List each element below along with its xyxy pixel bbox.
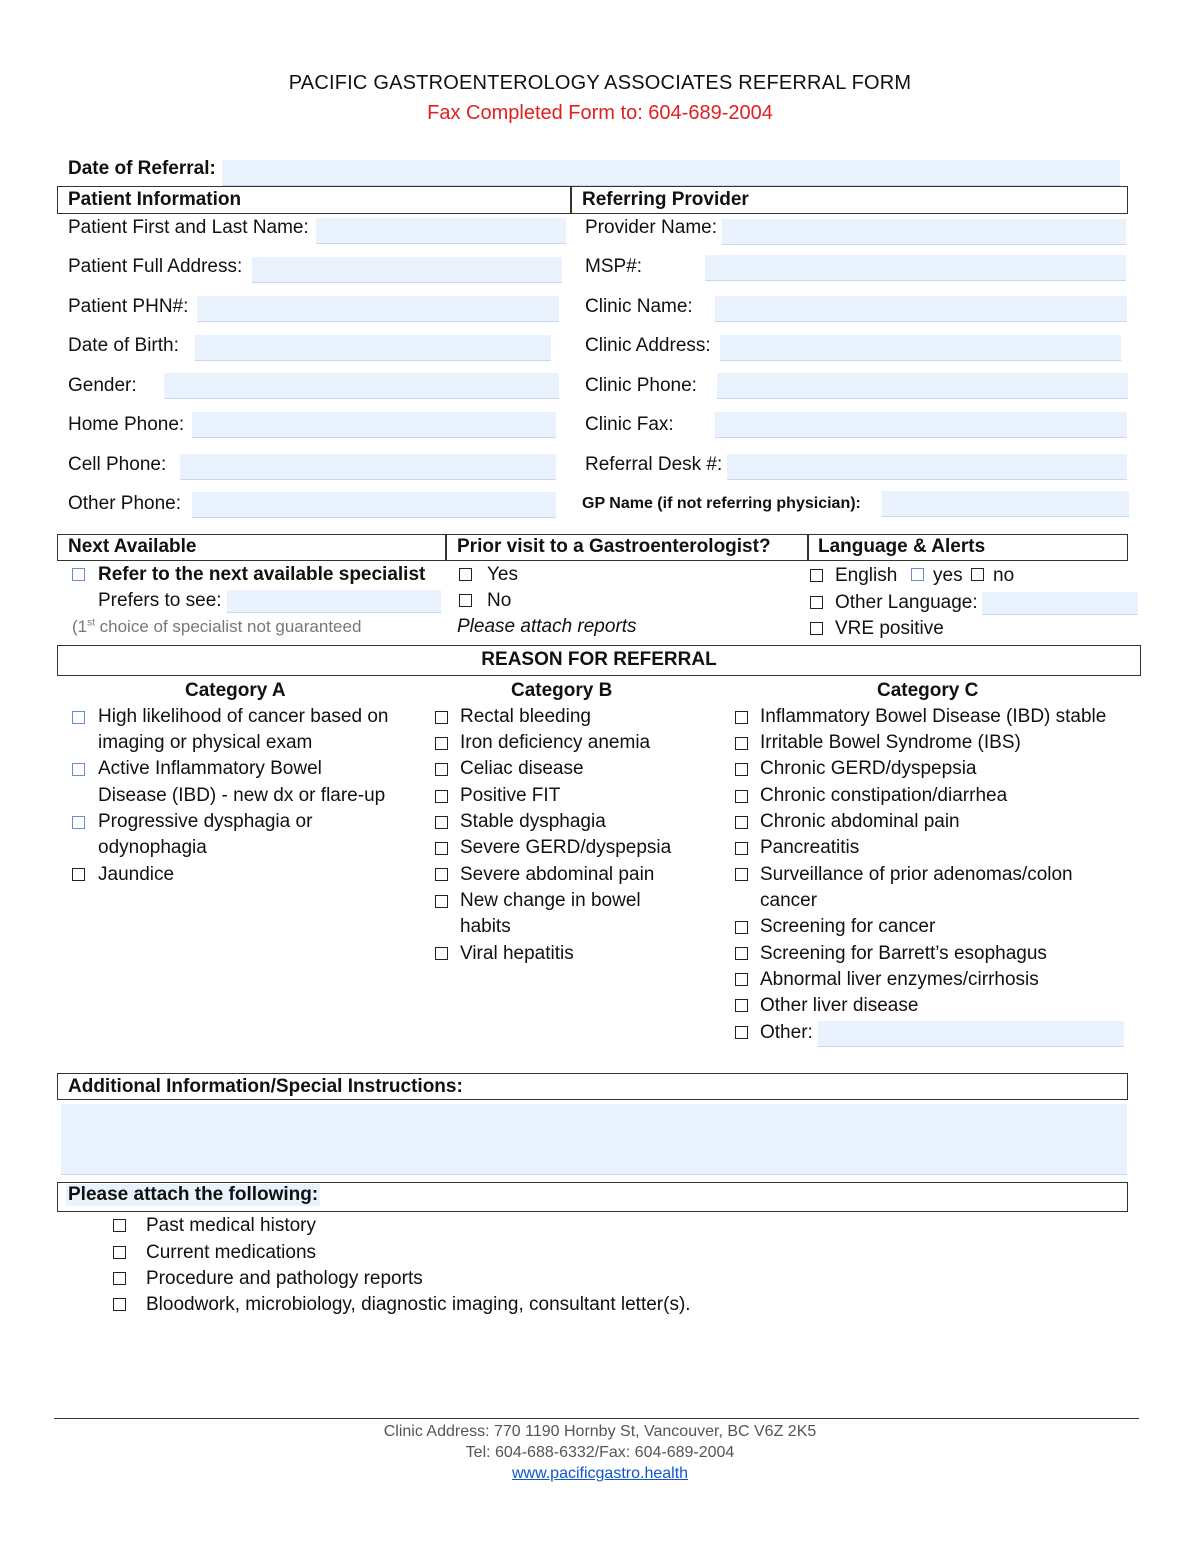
cat-a-item: Disease (IBD) - new dx or flare-up [98, 785, 386, 806]
clinic-name-label: Clinic Name: [585, 296, 693, 317]
english-yes-checkbox[interactable] [911, 568, 924, 581]
additional-info-header: Additional Information/Special Instructions: [68, 1076, 463, 1097]
cat-c-checkbox[interactable] [735, 763, 748, 776]
attach-checkbox[interactable] [113, 1298, 126, 1311]
cat-b-item: Severe GERD/dyspepsia [460, 837, 672, 858]
cat-c-checkbox[interactable] [735, 711, 748, 724]
cat-c-item: Pancreatitis [760, 837, 860, 858]
cat-c-checkbox[interactable] [735, 947, 748, 960]
category-c-title: Category C [877, 680, 979, 701]
cat-c-checkbox[interactable] [735, 737, 748, 750]
clinic-fax-label: Clinic Fax: [585, 414, 674, 435]
english-checkbox[interactable] [810, 569, 823, 582]
msp-input[interactable] [705, 255, 1126, 281]
cat-b-item: Viral hepatitis [460, 943, 574, 964]
cat-c-checkbox[interactable] [735, 816, 748, 829]
cat-c-item: Chronic constipation/diarrhea [760, 785, 1008, 806]
category-a-title: Category A [185, 680, 286, 701]
attach-checkbox[interactable] [113, 1272, 126, 1285]
provider-name-input[interactable] [722, 219, 1126, 245]
gender-input[interactable] [164, 373, 559, 399]
cat-c-item: Screening for Barrett’s esophagus [760, 943, 1047, 964]
other-language-input[interactable] [982, 592, 1138, 615]
prior-visit-no-label: No [487, 590, 512, 611]
cat-a-item: Progressive dysphagia or [98, 811, 313, 832]
footer-address: Clinic Address: 770 1190 Hornby St, Vancouver, BC V6Z 2K5 [383, 1423, 817, 1440]
cat-c-item: Other: [760, 1022, 813, 1043]
category-b-title: Category B [511, 680, 613, 701]
patient-phn-input[interactable] [197, 296, 559, 322]
cat-c-checkbox[interactable] [735, 999, 748, 1012]
cat-a-jaundice-checkbox[interactable] [72, 868, 85, 881]
vre-label: VRE positive [835, 618, 944, 639]
cat-c-checkbox[interactable] [735, 868, 748, 881]
cat-c-item: Chronic abdominal pain [760, 811, 960, 832]
next-available-label: Refer to the next available specialist [98, 564, 426, 585]
cat-c-item: Inflammatory Bowel Disease (IBD) stable [760, 706, 1107, 727]
cat-c-other-input[interactable] [818, 1021, 1124, 1047]
other-phone-input[interactable] [192, 492, 556, 518]
specialist-note: (1st choice of specialist not guaranteed [72, 617, 362, 636]
cat-c-item: Other liver disease [760, 995, 919, 1016]
english-no-checkbox[interactable] [971, 568, 984, 581]
prior-visit-yes-label: Yes [487, 564, 518, 585]
referral-desk-label: Referral Desk #: [585, 454, 723, 475]
gender-label: Gender: [68, 375, 137, 396]
prefers-to-see-input[interactable] [227, 590, 441, 613]
cat-b-checkbox[interactable] [435, 790, 448, 803]
msp-label: MSP#: [585, 256, 643, 277]
clinic-address-label: Clinic Address: [585, 335, 711, 356]
cat-c-checkbox[interactable] [735, 842, 748, 855]
cat-b-checkbox[interactable] [435, 895, 448, 908]
footer-divider [54, 1418, 1139, 1419]
clinic-name-input[interactable] [715, 296, 1127, 322]
cell-phone-input[interactable] [180, 454, 556, 480]
cat-b-item: Positive FIT [460, 785, 561, 806]
clinic-phone-input[interactable] [717, 373, 1128, 399]
reason-header: REASON FOR REFERRAL [481, 649, 717, 670]
cat-b-item: New change in bowel [460, 890, 641, 911]
cat-a-ibd-checkbox[interactable] [72, 763, 85, 776]
provider-name-label: Provider Name: [585, 217, 717, 238]
cat-c-item: cancer [760, 890, 818, 911]
english-no-label: no [993, 565, 1015, 586]
dob-input[interactable] [195, 335, 551, 361]
vre-checkbox[interactable] [810, 622, 823, 635]
attach-item: Bloodwork, microbiology, diagnostic imaging, consultant letter(s). [146, 1294, 691, 1315]
english-yes-label: yes [933, 565, 963, 586]
date-of-referral-label: Date of Referral: [68, 158, 216, 179]
clinic-phone-label: Clinic Phone: [585, 375, 697, 396]
prior-visit-header: Prior visit to a Gastroenterologist? [457, 536, 771, 557]
cat-b-checkbox[interactable] [435, 737, 448, 750]
prior-visit-yes-checkbox[interactable] [459, 568, 472, 581]
gp-name-label: GP Name (if not referring physician): [582, 495, 861, 512]
attach-header: Please attach the following: [68, 1184, 319, 1205]
cat-b-item: Severe abdominal pain [460, 864, 655, 885]
cat-a-item: Jaundice [98, 864, 175, 885]
footer-website-link[interactable]: www.pacificgastro.health [511, 1465, 689, 1482]
attach-checkbox[interactable] [113, 1246, 126, 1259]
patient-address-label: Patient Full Address: [68, 256, 243, 277]
language-header: Language & Alerts [818, 536, 986, 557]
cat-a-item: High likelihood of cancer based on [98, 706, 389, 727]
attach-reports-note: Please attach reports [457, 616, 637, 637]
other-language-checkbox[interactable] [810, 596, 823, 609]
next-available-header: Next Available [68, 536, 197, 557]
patient-info-header: Patient Information [68, 189, 242, 210]
prior-visit-no-checkbox[interactable] [459, 594, 472, 607]
clinic-fax-input[interactable] [715, 412, 1127, 438]
date-of-referral-input[interactable] [222, 160, 1120, 186]
home-phone-label: Home Phone: [68, 414, 185, 435]
cat-c-item: Surveillance of prior adenomas/colon [760, 864, 1073, 885]
clinic-address-input[interactable] [720, 335, 1121, 361]
cat-c-item: Chronic GERD/dyspepsia [760, 758, 977, 779]
referral-desk-input[interactable] [727, 454, 1127, 480]
cat-b-item: Iron deficiency anemia [460, 732, 651, 753]
cell-phone-label: Cell Phone: [68, 454, 167, 475]
cat-b-checkbox[interactable] [435, 947, 448, 960]
dob-label: Date of Birth: [68, 335, 179, 356]
provider-header: Referring Provider [582, 189, 749, 210]
form-title: PACIFIC GASTROENTEROLOGY ASSOCIATES REFERRAL FORM [288, 72, 912, 94]
footer-tel: Tel: 604-688-6332/Fax: 604-689-2004 [465, 1444, 735, 1461]
other-phone-label: Other Phone: [68, 493, 182, 514]
fax-instruction: Fax Completed Form to: 604-689-2004 [427, 102, 773, 124]
prefers-to-see-label: Prefers to see: [98, 590, 222, 611]
cat-a-cancer-checkbox[interactable] [72, 711, 85, 724]
cat-c-item: Irritable Bowel Syndrome (IBS) [760, 732, 1021, 753]
cat-b-item: Rectal bleeding [460, 706, 591, 727]
english-label: English [835, 565, 898, 586]
attach-item: Past medical history [146, 1215, 317, 1236]
patient-address-input[interactable] [252, 257, 562, 283]
cat-a-dysphagia-checkbox[interactable] [72, 816, 85, 829]
cat-b-checkbox[interactable] [435, 763, 448, 776]
cat-c-item: Abnormal liver enzymes/cirrhosis [760, 969, 1039, 990]
cat-b-checkbox[interactable] [435, 816, 448, 829]
gp-name-input[interactable] [882, 491, 1129, 517]
cat-c-item: Screening for cancer [760, 916, 936, 937]
cat-b-item: habits [460, 916, 511, 937]
cat-c-checkbox[interactable] [735, 921, 748, 934]
patient-name-label: Patient First and Last Name: [68, 217, 309, 238]
attach-item: Procedure and pathology reports [146, 1268, 423, 1289]
cat-b-item: Celiac disease [460, 758, 584, 779]
cat-b-checkbox[interactable] [435, 842, 448, 855]
cat-a-item: Active Inflammatory Bowel [98, 758, 322, 779]
cat-c-checkbox[interactable] [735, 973, 748, 986]
cat-b-item: Stable dysphagia [460, 811, 606, 832]
attach-checkbox[interactable] [113, 1219, 126, 1232]
cat-c-checkbox[interactable] [735, 790, 748, 803]
cat-b-checkbox[interactable] [435, 711, 448, 724]
other-language-label: Other Language: [835, 592, 978, 613]
cat-b-checkbox[interactable] [435, 868, 448, 881]
cat-c-other-checkbox[interactable] [735, 1026, 748, 1039]
additional-info-textarea[interactable] [61, 1104, 1127, 1175]
patient-phn-label: Patient PHN#: [68, 296, 189, 317]
next-available-checkbox[interactable] [72, 568, 85, 581]
home-phone-input[interactable] [192, 412, 556, 438]
patient-name-input[interactable] [316, 218, 566, 244]
cat-a-item: odynophagia [98, 837, 207, 858]
cat-a-item: imaging or physical exam [98, 732, 313, 753]
attach-item: Current medications [146, 1242, 317, 1263]
